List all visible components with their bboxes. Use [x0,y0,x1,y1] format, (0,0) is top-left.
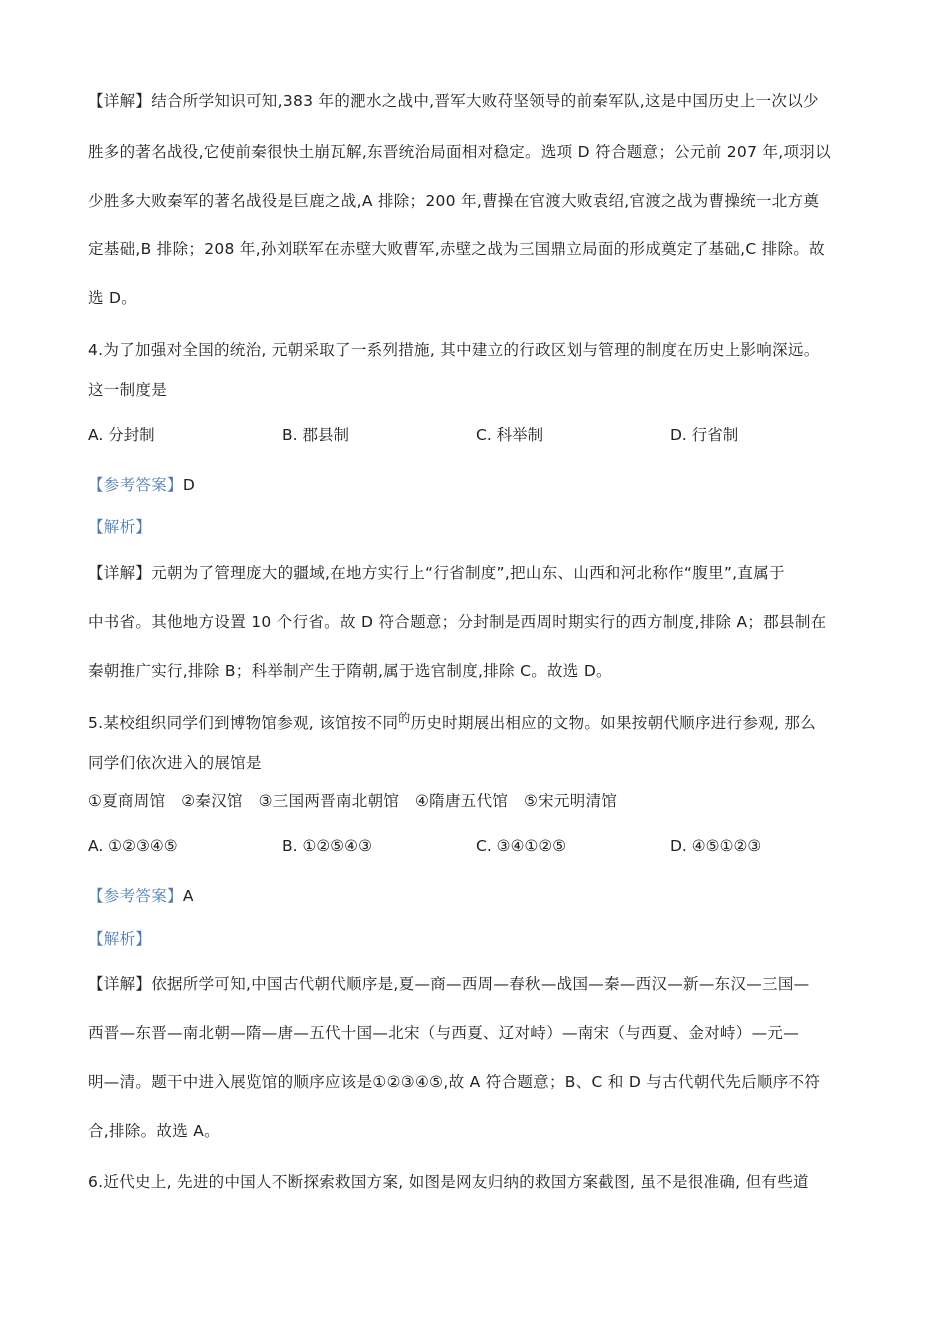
q4-answer [88,475,863,495]
q4-answer-value: D [182,476,196,494]
q6-stem-line-1: 6.近代史上, 先进的中国人不断探索救国方案, 如图是网友归纳的救国方案截图, 虽不是很准确, 但有些道 [88,1173,809,1191]
q5-stem-line-1: 5.某校组织同学们到博物馆参观, 该馆按不同$^的$历史时期展出相应的文物。如果按朝代顺序进行参观, 那么 [88,711,817,732]
q4-detail-line-3: 秦朝推广实行,排除 B；科举制产生于隋朝,属于选官制度,排除 C。故选 D。 [88,662,612,680]
q3-detail-line-4: 定基础,B 排除；208 年,孙刘联军在赤壁大败曹军,赤壁之战为三国鼎立局面的形成奠定了基础,C 排除。故 [88,240,825,258]
q4-stem-line-1: 4.为了加强对全国的统治, 元朝采取了一系列措施, 其中建立的行政区划与管理的制度在历史上影响深远。 [88,341,820,359]
q5-detail-tag: 【详解】 [88,975,152,993]
q5-answer-label: 【参考答案】 [88,887,183,905]
q5-hall-list: ①夏商周馆 ②秦汉馆 ③三国两晋南北朝馆 ④隋唐五代馆 ⑤宋元明清馆 [88,792,618,810]
q4-option-a: A. 分封制 [88,426,155,444]
q4-option-b: B. 郡县制 [282,426,349,444]
q3-detail-line-1: 【详解】结合所学知识可知,383 年的淝水之战中,晋军大败苻坚领导的前秦军队,这是中国历史上一次以少 [88,92,819,110]
q4-detail-line-2: 中书省。其他地方设置 10 个行省。故 D 符合题意；分封制是西周时期实行的西方制度,排除 A；郡县制在 [88,613,827,631]
q5-detail-line-4: 合,排除。故选 A。 [88,1122,220,1140]
q4-option-c: C. 科举制 [476,426,544,444]
q3-detail-line-2: 胜多的著名战役,它使前秦很快土崩瓦解,东晋统治局面相对稳定。选项 D 符合题意；公元前 207 年,项羽以 [88,143,831,161]
q5-detail-line-3: 明—清。题干中进入展览馆的顺序应该是①②③④⑤,故 A 符合题意；B、C 和 D 与古代朝代先后顺序不符 [88,1073,821,1091]
q4-detail-tag: 【详解】 [88,564,152,582]
q4-analysis-label: 【解析】 [88,518,152,536]
q5-option-d: D. ④⑤①②③ [670,837,762,855]
q4-stem-line-2: 这一制度是 [88,381,168,399]
q5-stem-line-2: 同学们依次进入的展馆是 [88,754,262,772]
q5-analysis-label: 【解析】 [88,930,152,948]
q4-detail-line-1: 【详解】元朝为了管理庞大的疆域,在地方实行上“行省制度”,把山东、山西和河北称作“腹里”,直属于 [88,564,785,582]
q5-detail-line-1: 【详解】依据所学可知,中国古代朝代顺序是,夏—商—西周—春秋—战国—秦—西汉—新—东汉—三国— [88,975,810,993]
q5-answer [88,886,863,906]
q5-option-a: A. ①②③④⑤ [88,837,178,855]
q5-option-b: B. ①②⑤④③ [282,837,372,855]
q5-answer-value: A [182,887,194,905]
q3-detail-line-5: 选 D。 [88,289,138,307]
q5-detail-line-2: 西晋—东晋—南北朝—隋—唐—五代十国—北宋（与西夏、辽对峙）—南宋（与西夏、金对峙）—元— [88,1024,800,1042]
q5-option-c: C. ③④①②⑤ [476,837,567,855]
q3-detail-line-3: 少胜多大败秦军的著名战役是巨鹿之战,A 排除；200 年,曹操在官渡大败袁绍,官渡之战为曹操统一北方奠 [88,192,820,210]
q4-answer-label: 【参考答案】 [88,476,183,494]
q4-option-d: D. 行省制 [670,426,739,444]
q3-detail-tag: 【详解】 [88,92,152,110]
